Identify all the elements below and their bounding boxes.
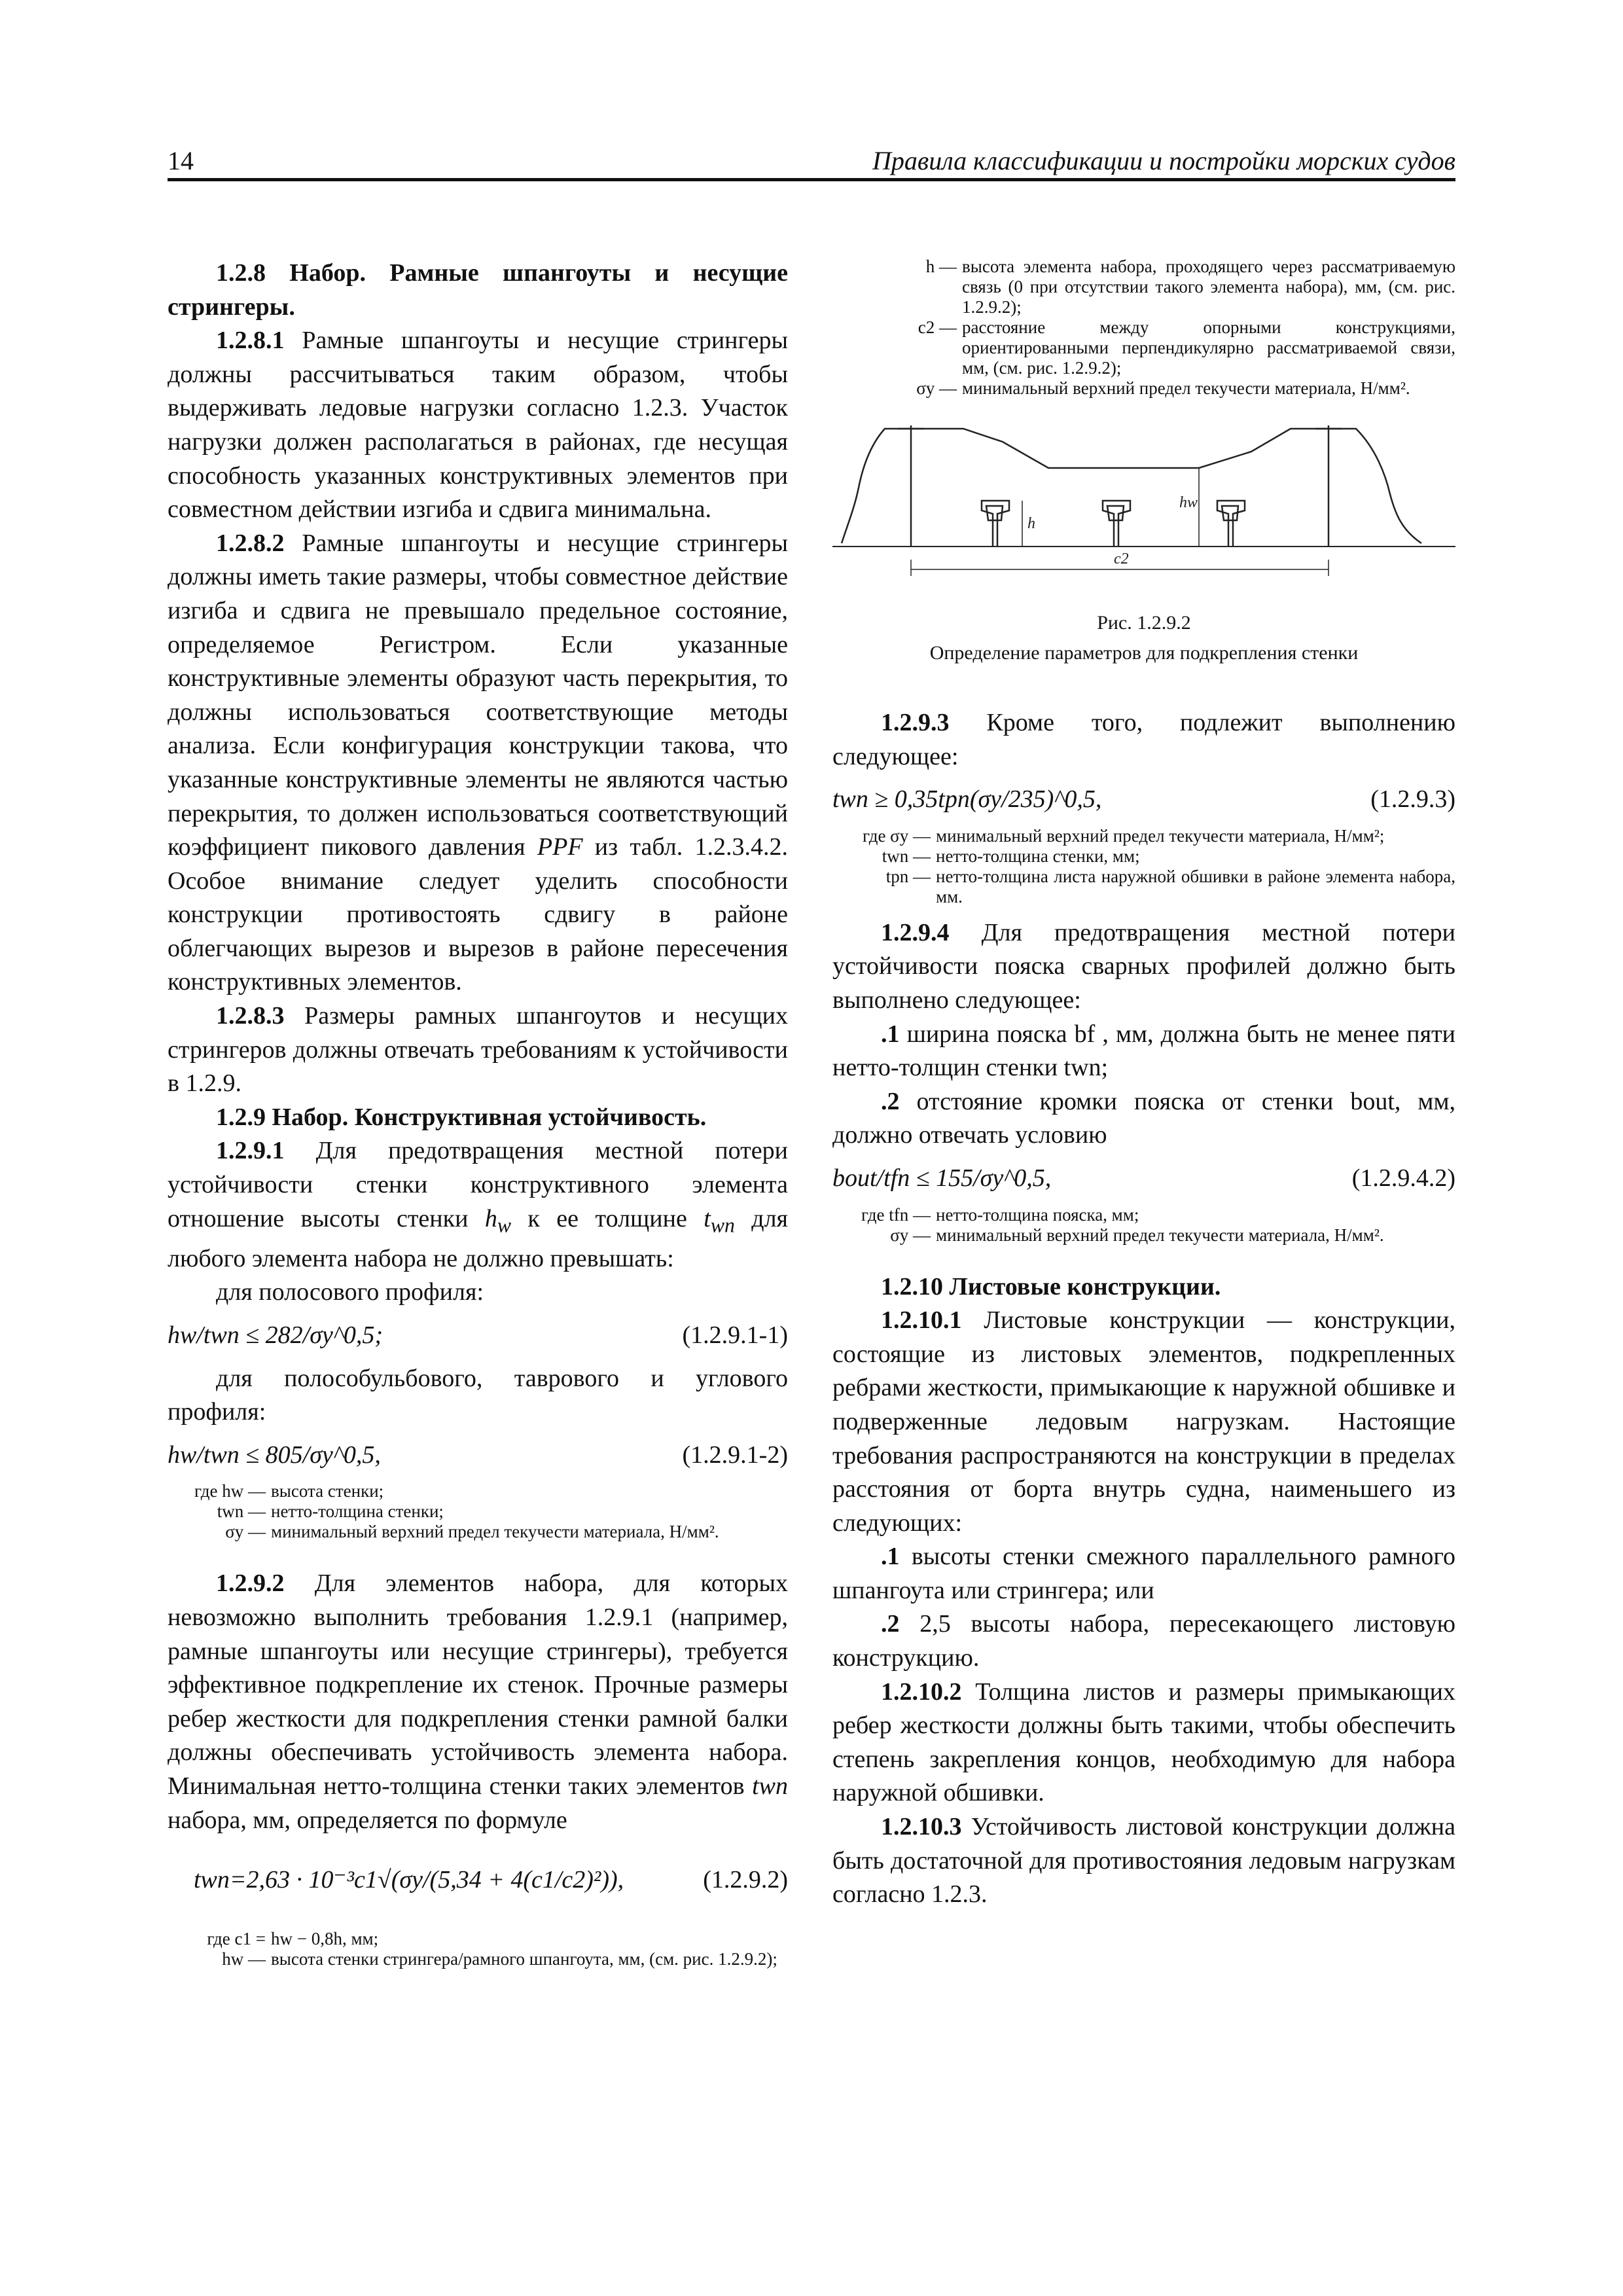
definition-row: hw — высота стенки стрингера/рамного шпангоута, мм, (см. рис. 1.2.9.2); [222,1949,777,1969]
formula-number: (1.2.9.2) [703,1866,788,1894]
formula-1-2-9-4-2 [832,1162,1455,1196]
definition-row: σy — минимальный верхний предел текучести материала, Н/мм². [890,1225,1384,1245]
paragraph-1-2-10-3: 1.2.10.3 Устойчивость листовой конструкции должна быть достаточной для противостояния ледовым нагрузкам согласно 1.2.3. [832,1813,1455,1909]
formula-expression: twn ≥ 0,35tpn(σy/235)^0,5, [832,785,1102,814]
definition-row: twn — нетто-толщина стенки, мм; [882,846,1140,866]
formula-expression: hw/twn ≤ 805/σy^0,5, [168,1441,381,1469]
page-header [168,145,1455,182]
page-number: 14 [168,146,194,175]
paragraph-1-2-10-2: 1.2.10.2 Толщина листов и размеры примыкающих ребер жесткости должны быть такими, чтобы обеспечить степень закрепления концов, необходимую для набора наружной обшивки. [832,1677,1455,1807]
formula-expression: twn=2,63 · 10⁻³c1√(σy/(5,34 + 4(c1/c2)²)), [194,1866,624,1894]
paragraph-1-2-10-1: 1.2.10.1 Листовые конструкции — конструкции, состоящие из листовых элементов, подкрепленных ребрами жесткости, примыкающие к наружной обшивке и подверженные ледовым нагрузкам. Настоящие требования распространяются на конструкции в пределах расстояния от борта внутрь судна, наименьшего из следующих: [832,1306,1455,1537]
formula-number: (1.2.9.1-2) [682,1441,788,1469]
formula-1-2-9-1-1 [168,1319,788,1353]
item-1-2-9-4-1: .1 ширина пояска bf , мм, должна быть не менее пяти нетто-толщин стенки twn; [832,1020,1455,1082]
definitions-list [832,826,1455,907]
paragraph-1-2-8-3: 1.2.8.3 Размеры рамных шпангоутов и несущих стрингеров должны отвечать требованиям к устойчивости в 1.2.9. [168,1002,788,1098]
definition-row: twn — нетто-толщина стенки; [217,1501,444,1522]
formula-1-2-9-3 [832,783,1455,817]
header-rule [168,178,1455,181]
right-column [832,257,1455,1912]
definitions-list [168,1929,788,1969]
definitions-list [832,257,1455,399]
definition-row: где σy — минимальный верхний предел текучести материала, Н/мм²; [862,825,1385,846]
item-1-2-10-1-2: .2 2,5 высоты набора, пересекающего листовую конструкцию. [832,1610,1455,1672]
shell-edge-left [842,488,859,543]
formula-number: (1.2.9.1-1) [682,1321,788,1349]
section-1-2-10-heading: 1.2.10 Листовые конструкции. [881,1272,1221,1300]
web-stiffening-diagram [832,416,1455,586]
section-1-2-8-heading: 1.2.8 Набор. Рамные шпангоуты и несущие стрингеры. [168,259,788,321]
formula-number: (1.2.9.4.2) [1351,1164,1455,1192]
paragraph-1-2-9-1: 1.2.9.1 Для предотвращения местной потери устойчивости стенки конструктивного элемента отношение высоты стенки $h_w$ к ее толщине $t_{wn}$ для любого элемента набора не должно превышать: [168,1137,789,1272]
shell-plating-line [859,429,1421,543]
definition-row: где c1 = hw − 0,8h, мм; [207,1929,379,1949]
definition-row: c2 — расстояние между опорными конструкциями, ориентированными перпендикулярно рассматриваемой связи, мм, (см. рис. 1.2.9.2); [918,317,1455,378]
stiffener-3 [1217,501,1245,547]
section-1-2-9-heading: 1.2.9 Набор. Конструктивная устойчивость. [216,1103,707,1131]
paragraph-1-2-9-2: 1.2.9.2 Для элементов набора, для которых невозможно выполнить требования 1.2.9.1 (например, рамные шпангоуты или несущие стрингеры), требуется эффективное подкрепление их стенок. Прочные размеры ребер жесткости для подкрепления стенки рамной балки должны обеспечивать устойчивость элемента набора. Минимальная нетто-толщина стенки таких элементов twn набора, мм, определяется по формуле [168,1570,788,1834]
figure-caption [832,605,1455,666]
paragraph-1-2-8-1: 1.2.8.1 Рамные шпангоуты и несущие стрингеры должны рассчитываться таким образом, чтобы выдерживать ледовые нагрузки согласно 1.2.3. Участок нагрузки должен располагаться в районах, где несущая способность указанных конструктивных элементов при совместном действии изгиба и сдвига минимальна. [168,327,788,524]
flat-profile-label: для полосового профиля: [216,1278,484,1306]
paragraph-1-2-8-2: 1.2.8.2 Рамные шпангоуты и несущие стрингеры должны иметь такие размеры, чтобы совместное действие изгиба и сдвига не превышало предельное состояние, определяемое Регистром. Если указанные конструктивные элементы образуют часть перекрытия, то должны использоваться соответствующие методы анализа. Если конфигурация конструкции такова, что указанные конструктивные элементы не являются частью перекрытия, то должен использоваться соответствующий коэффициент пикового давления PPF из табл. 1.2.3.4.2. Особое внимание следует уделить способности конструкции противостоять сдвигу в районе облегчающих вырезов и вырезов в районе пересечения конструктивных элементов. [168,529,788,996]
bulb-profile-label: для полособульбового, таврового и углового профиля: [168,1364,788,1426]
definition-row: где tfn — нетто-толщина пояска, мм; [861,1204,1139,1225]
paragraph-1-2-9-4: 1.2.9.4 Для предотвращения местной потери устойчивости пояска сварных профилей должно быть выполнено следующее: [832,918,1455,1014]
formula-1-2-9-2 [168,1863,788,1907]
label-c2: c2 [1114,550,1129,567]
left-column [168,257,788,1979]
caption-text: Определение параметров для подкрепления стенки [929,642,1359,664]
item-1-2-10-1-1: .1 высоты стенки смежного параллельного рамного шпангоута или стрингера; или [832,1543,1455,1604]
item-1-2-9-4-2: .2 отстояние кромки пояска от стенки bout, мм, должно отвечать условию [832,1087,1455,1149]
definition-row: h — высота элемента набора, проходящего через рассматриваемую связь (0 при отсутствии такого элемента набора), мм, (см. рис. 1.2.9.2); [925,257,1455,317]
definition-row: где hw — высота стенки; [194,1481,384,1501]
definition-row: σy — минимальный верхний предел текучести материала, Н/мм². [916,378,1410,398]
definition-row: tpn — нетто-толщина листа наружной обшивки в районе элемента набора, мм. [885,866,1455,906]
definitions-list [832,1205,1455,1246]
label-hw: hw [1179,494,1198,511]
definition-row: σy — минимальный верхний предел текучести материала, Н/мм². [225,1522,719,1542]
running-title: Правила классификации и постройки морских судов [872,146,1455,175]
caption-title: Рис. 1.2.9.2 [1097,612,1191,634]
definitions-list [168,1481,788,1542]
formula-expression: bout/tfn ≤ 155/σy^0,5, [832,1164,1052,1192]
formula-expression: hw/twn ≤ 282/σy^0,5; [168,1321,383,1349]
formula-1-2-9-1-2 [168,1439,788,1473]
formula-number: (1.2.9.3) [1370,785,1455,814]
label-h: h [1027,515,1035,532]
figure-1-2-9-2 [832,416,1455,691]
stiffener-2 [1103,501,1130,547]
paragraph-1-2-9-3: 1.2.9.3 Кроме того, подлежит выполнению следующее: [832,709,1455,770]
stiffener-1 [982,501,1009,547]
